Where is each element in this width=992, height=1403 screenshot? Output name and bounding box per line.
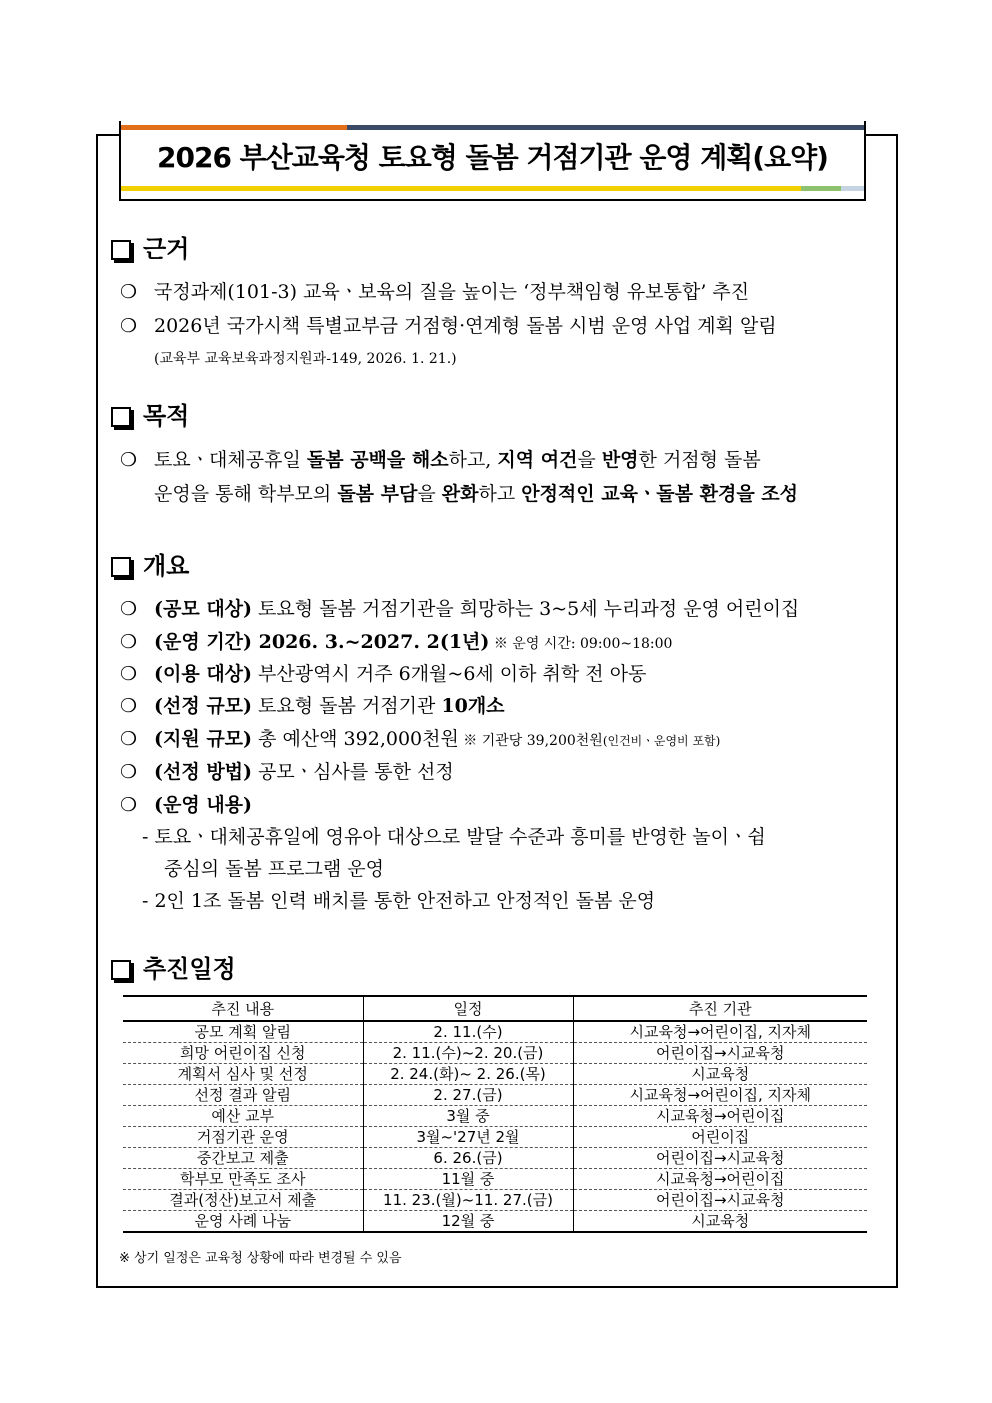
title-accent-yellow bbox=[121, 186, 801, 191]
table-header-row bbox=[123, 996, 867, 1021]
circle-bullet-icon: ❍ bbox=[120, 695, 138, 717]
section-schedule-heading bbox=[111, 954, 236, 984]
circle-bullet-icon: ❍ bbox=[120, 631, 138, 653]
checkbox-square-icon bbox=[111, 407, 131, 427]
title-accent-green bbox=[801, 186, 841, 191]
overview-item: ❍ (운영 기간) 2026. 3.~2027. 2(1년) ※ 운영 시간: 09:00~18:00 bbox=[120, 631, 673, 653]
checkbox-square-icon bbox=[111, 240, 131, 260]
circle-bullet-icon: ❍ bbox=[120, 761, 138, 783]
circle-bullet-icon: ❍ bbox=[120, 728, 138, 750]
checkbox-square-icon bbox=[111, 557, 131, 577]
column-header: 추진 내용 bbox=[123, 996, 363, 1021]
table-row: 예산 교부 3월 중 시교육청→어린이집 bbox=[123, 1106, 867, 1127]
circle-bullet-icon: ❍ bbox=[120, 281, 138, 303]
title-accent-orange bbox=[121, 125, 347, 130]
table-row: 선정 결과 알림 2. 27.(금) 시교육청→어린이집, 지자체 bbox=[123, 1085, 867, 1106]
column-header: 일정 bbox=[363, 996, 573, 1021]
section-basis-heading bbox=[111, 234, 189, 264]
overview-item: ❍ (운영 내용) bbox=[120, 794, 253, 816]
schedule-note: ※ 상기 일정은 교육청 상황에 따라 변경될 수 있음 bbox=[119, 1251, 402, 1266]
overview-item: ❍ (이용 대상) 부산광역시 거주 6개월~6세 이하 취학 전 아동 bbox=[120, 663, 647, 685]
column-header: 추진 기관 bbox=[573, 996, 867, 1021]
section-title: 개요 bbox=[143, 552, 190, 580]
overview-detail: - 토요ㆍ대체공휴일에 영유아 대상으로 발달 수준과 흥미를 반영한 놀이ㆍ쉼 bbox=[142, 826, 766, 848]
circle-bullet-icon: ❍ bbox=[120, 449, 138, 471]
section-title: 추진일정 bbox=[143, 955, 236, 983]
section-overview-heading bbox=[111, 551, 189, 581]
table-row: 중간보고 제출 6. 26.(금) 어린이집→시교육청 bbox=[123, 1148, 867, 1169]
overview-item: ❍ (선정 규모) 토요형 돌봄 거점기관 10개소 bbox=[120, 695, 505, 717]
overview-detail: 중심의 돌봄 프로그램 운영 bbox=[164, 858, 385, 880]
overview-item: ❍ (공모 대상) 토요형 돌봄 거점기관을 희망하는 3~5세 누리과정 운영 어린이집 bbox=[120, 598, 800, 620]
table-row: 학부모 만족도 조사 11월 중 시교육청→어린이집 bbox=[123, 1169, 867, 1190]
table-row: 계획서 심사 및 선정 2. 24.(화)~ 2. 26.(목) 시교육청 bbox=[123, 1064, 867, 1085]
page-title: 2026 부산교육청 토요형 돌봄 거점기관 운영 계획(요약) bbox=[157, 141, 828, 174]
schedule-table bbox=[123, 995, 867, 1233]
title-box bbox=[119, 121, 866, 201]
circle-bullet-icon: ❍ bbox=[120, 598, 138, 620]
circle-bullet-icon: ❍ bbox=[120, 315, 138, 337]
table-row: 운영 사례 나눔 12월 중 시교육청 bbox=[123, 1211, 867, 1233]
basis-source: (교육부 교육보육과정지원과-149, 2026. 1. 21.) bbox=[154, 351, 457, 367]
purpose-line-1: ❍ 토요ㆍ대체공휴일 돌봄 공백을 해소하고, 지역 여건을 반영한 거점형 돌봄 bbox=[120, 449, 761, 471]
table-row: 공모 계획 알림 2. 11.(수) 시교육청→어린이집, 지자체 bbox=[123, 1021, 867, 1043]
table-row: 희망 어린이집 신청 2. 11.(수)~2. 20.(금) 어린이집→시교육청 bbox=[123, 1043, 867, 1064]
section-purpose-heading bbox=[111, 401, 189, 431]
title-accent-blue bbox=[841, 186, 864, 191]
section-title: 근거 bbox=[143, 235, 190, 263]
basis-item-2: ❍ 2026년 국가시책 특별교부금 거점형·연계형 돌봄 시범 운영 사업 계획 알림 bbox=[120, 315, 777, 337]
circle-bullet-icon: ❍ bbox=[120, 663, 138, 685]
basis-item-1: ❍ 국정과제(101-3) 교육ㆍ보육의 질을 높이는 ‘정부책임형 유보통합’ 추진 bbox=[120, 281, 750, 303]
purpose-line-2: 운영을 통해 학부모의 돌봄 부담을 완화하고 안정적인 교육ㆍ돌봄 환경을 조성 bbox=[154, 483, 799, 505]
checkbox-square-icon bbox=[111, 960, 131, 980]
overview-detail: - 2인 1조 돌봄 인력 배치를 통한 안전하고 안정적인 돌봄 운영 bbox=[142, 890, 656, 912]
overview-item: ❍ (지원 규모) 총 예산액 392,000천원 ※ 기관당 39,200천원(인건비ㆍ운영비 포함) bbox=[120, 728, 721, 750]
table-row: 거점기관 운영 3월~'27년 2월 어린이집 bbox=[123, 1127, 867, 1148]
circle-bullet-icon: ❍ bbox=[120, 794, 138, 816]
overview-item: ❍ (선정 방법) 공모ㆍ심사를 통한 선정 bbox=[120, 761, 454, 783]
section-title: 목적 bbox=[143, 402, 190, 430]
table-row: 결과(정산)보고서 제출 11. 23.(월)~11. 27.(금) 어린이집→시교육청 bbox=[123, 1190, 867, 1211]
title-accent-navy bbox=[347, 125, 864, 130]
